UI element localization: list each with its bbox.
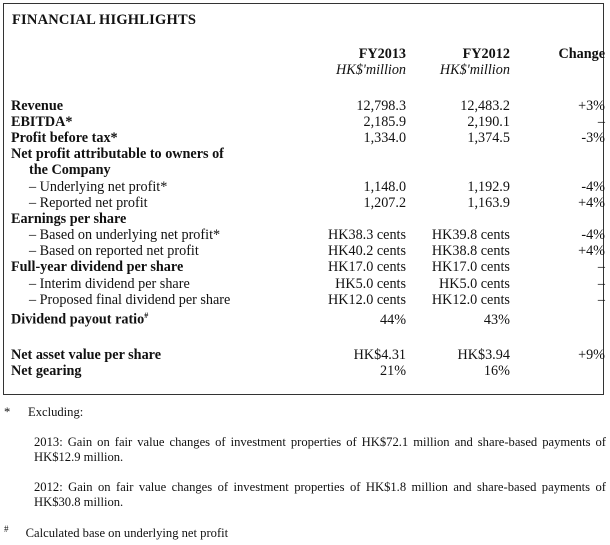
section-title: FINANCIAL HIGHLIGHTS (12, 12, 197, 28)
table-row: EBITDA* 2,185.9 2,190.1 – (11, 113, 605, 130)
unit-fy2013: HK$'million (335, 62, 407, 79)
table-row: – Based on underlying net profit* HK38.3 cents HK39.8 cents -4% (29, 227, 605, 244)
note-2012: 2012: Gain on fair value changes of investment properties of HK$1.8 million and share-based payments of HK$30.8 million. (34, 480, 606, 509)
table-row: Net asset value per share HK$4.31 HK$3.94 +9% (11, 346, 605, 363)
asterisk-marker: * (4, 405, 11, 419)
table-row: the Company (29, 162, 111, 179)
header-change: Change (558, 46, 605, 63)
header-row (11, 46, 605, 62)
spacer-row (11, 328, 605, 347)
spacer-row (11, 78, 605, 97)
table-row: – Proposed final dividend per share HK12.0 cents HK12.0 cents – (29, 291, 605, 308)
table-row: Full-year dividend per share HK17.0 cents HK17.0 cents – (11, 259, 605, 276)
excluding-label: Excluding: (28, 405, 84, 419)
unit-row (11, 62, 605, 78)
table-row: Earnings per share (11, 210, 127, 227)
table-row: – Based on reported net profit HK40.2 cents HK38.8 cents +4% (29, 243, 605, 260)
table-row: Net profit attributable to owners of (11, 146, 224, 163)
table-row: Revenue 12,798.3 12,483.2 +3% (11, 97, 605, 114)
header-fy2012: FY2012 (462, 46, 510, 63)
highlights-table (11, 46, 605, 379)
hash-footnote (4, 522, 228, 541)
financial-highlights-box (3, 3, 604, 395)
table-row: Profit before tax* 1,334.0 1,374.5 -3% (11, 129, 605, 146)
unit-fy2012: HK$'million (439, 62, 510, 79)
hash-marker: # (4, 524, 9, 534)
table-row: Net gearing 21% 16% (11, 362, 510, 379)
hash-footnote-marker: # (144, 310, 149, 320)
table-row: Dividend payout ratio# 44% 43% (11, 310, 510, 328)
note-2013: 2013: Gain on fair value changes of investment properties of HK$72.1 million and share-based payments of HK$12.9 million. (34, 435, 606, 464)
header-fy2013: FY2013 (358, 46, 407, 63)
table-row: – Reported net profit 1,207.2 1,163.9 +4% (29, 194, 605, 211)
table-row: – Underlying net profit* 1,148.0 1,192.9 -4% (29, 178, 605, 195)
hash-footnote-text: Calculated base on underlying net profit (25, 526, 229, 541)
table-row: – Interim dividend per share HK5.0 cents HK5.0 cents – (29, 275, 605, 292)
